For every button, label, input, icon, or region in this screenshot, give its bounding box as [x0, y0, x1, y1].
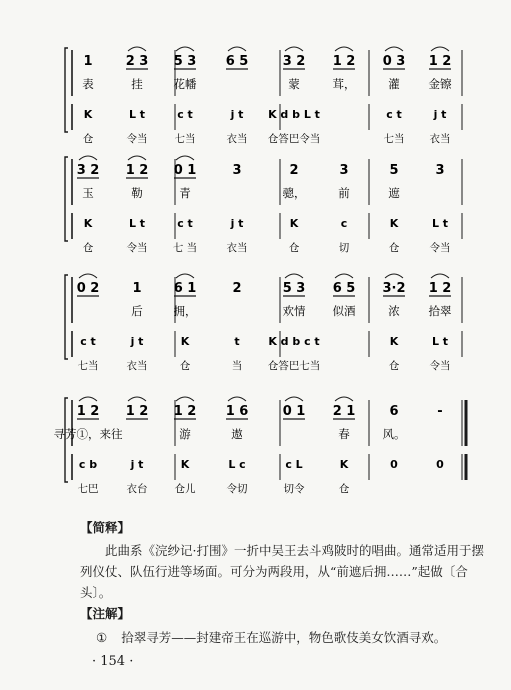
percussion-notation: c t — [80, 335, 96, 348]
annotation-note — [96, 628, 496, 646]
percussion-syllable: 仓 — [338, 483, 350, 495]
percussion-syllable: 七当 — [174, 133, 196, 145]
note-numeral: 2 3 — [125, 54, 149, 69]
lyric-text: 青 — [179, 186, 191, 200]
percussion-syllable: 令当 — [429, 242, 451, 254]
percussion-notation: K — [389, 335, 399, 348]
percussion-notation: c — [340, 217, 348, 230]
percussion-syllable: 衣当 — [126, 360, 148, 372]
note-numeral: 1 2 — [173, 404, 197, 419]
slur-arc — [176, 156, 194, 160]
note-numeral: 0 1 — [282, 404, 306, 419]
commentary-paragraph: 此曲系《浣纱记·打围》一折中吴王去斗鸡陂时的唱曲。通常适用于摆列仪仗、队伍行进等场面。可分为两段用，从“前遮后拥……”起做〔合头〕。 — [80, 543, 484, 600]
note-numeral: 6 1 — [173, 281, 197, 296]
system-bracket — [65, 157, 68, 241]
percussion-notation: L t — [128, 217, 146, 230]
percussion-syllable: 令切 — [226, 483, 248, 495]
percussion-notation: 0 — [390, 458, 398, 471]
percussion-notation: K — [83, 108, 93, 121]
percussion-notation: c t — [386, 108, 402, 121]
slur-arc — [228, 47, 246, 51]
note-numeral: 5 3 — [173, 54, 197, 69]
note-numeral: 1 2 — [428, 54, 452, 69]
percussion-syllable: 令当 — [126, 242, 148, 254]
percussion-syllable: 仓 — [288, 242, 300, 254]
slur-arc — [176, 397, 194, 401]
percussion-syllable: 令当 — [429, 360, 451, 372]
percussion-notation: c t — [177, 108, 193, 121]
note-numeral: 1 2 — [428, 281, 452, 296]
percussion-syllable: 仓 — [82, 242, 94, 254]
note-numeral: 2 — [232, 281, 242, 296]
slur-arc — [128, 397, 146, 401]
slur-arc — [285, 47, 303, 51]
lyric-text: 茸， — [332, 77, 356, 91]
note-numeral: 3 — [232, 163, 242, 178]
percussion-syllable: 令当 — [126, 133, 148, 145]
slur-arc — [335, 274, 353, 278]
commentary-heading: 【简释】 — [80, 520, 131, 535]
percussion-syllable: 仓 — [388, 242, 400, 254]
slur-arc — [431, 47, 449, 51]
slur-arc — [431, 274, 449, 278]
percussion-notation: K — [180, 335, 190, 348]
note-numeral: 0 1 — [173, 163, 197, 178]
percussion-syllable: 仓答巴七当 — [267, 360, 321, 372]
note-numeral: 6 — [389, 404, 399, 419]
note-numeral: 6 5 — [332, 281, 356, 296]
lyric-text: 挂 — [131, 77, 143, 91]
percussion-syllable: 衣当 — [226, 242, 248, 254]
page-number: · 154 · — [92, 654, 134, 669]
percussion-syllable: 仓儿 — [174, 483, 196, 495]
lyric-text: 遨 — [231, 427, 243, 441]
percussion-notation: j t — [130, 458, 144, 471]
system-bracket — [65, 48, 68, 132]
percussion-notation: c t — [177, 217, 193, 230]
slur-arc — [79, 156, 97, 160]
lyric-text: 玉 — [82, 186, 94, 200]
note-numeral: 3 2 — [76, 163, 100, 178]
lyric-text: 拾翠 — [428, 304, 452, 318]
percussion-notation: L t — [128, 108, 146, 121]
percussion-notation: j t — [230, 217, 244, 230]
note-numeral: 1 6 — [225, 404, 249, 419]
percussion-notation: K d b c t — [268, 335, 320, 348]
slur-arc — [79, 274, 97, 278]
percussion-syllable: 仓答巴令当 — [267, 133, 321, 145]
slur-arc — [335, 397, 353, 401]
percussion-notation: j t — [130, 335, 144, 348]
note-numeral: 1 2 — [76, 404, 100, 419]
note-numeral: 3 — [339, 163, 349, 178]
lyric-text: 骢， — [282, 186, 306, 200]
slur-arc — [128, 156, 146, 160]
lyric-text: 春 — [338, 427, 350, 441]
slur-arc — [176, 47, 194, 51]
percussion-syllable: 仓 — [388, 360, 400, 372]
lyric-text: 似酒 — [332, 304, 356, 318]
lyric-text: 后 — [131, 304, 143, 318]
note-numeral: 2 — [289, 163, 299, 178]
percussion-notation: t — [234, 335, 240, 348]
note-numeral: 3 2 — [282, 54, 306, 69]
lyric-text: 表 — [82, 77, 94, 91]
percussion-syllable: 七巴 — [77, 483, 99, 495]
note-numeral: 0 2 — [76, 281, 100, 296]
percussion-notation: j t — [230, 108, 244, 121]
note-numeral: 5 3 — [282, 281, 306, 296]
slur-arc — [285, 397, 303, 401]
note-numeral: 3 — [435, 163, 445, 178]
percussion-notation: j t — [433, 108, 447, 121]
note-numeral: 2 1 — [332, 404, 356, 419]
lyric-text: 灌 — [388, 77, 400, 91]
percussion-syllable: 衣台 — [126, 483, 148, 495]
slur-arc — [285, 274, 303, 278]
lyric-text: 金镲 — [428, 77, 452, 91]
percussion-notation: K — [83, 217, 93, 230]
percussion-syllable: 衣当 — [226, 133, 248, 145]
lyric-text: 勒 — [131, 186, 143, 200]
lyric-text: 前 — [338, 186, 350, 200]
percussion-notation: K — [180, 458, 190, 471]
lyric-text: 遮 — [388, 186, 400, 200]
percussion-notation: 0 — [436, 458, 444, 471]
note-numeral: 1 2 — [125, 404, 149, 419]
percussion-syllable: 仓 — [179, 360, 191, 372]
lyric-text: 风。 — [382, 427, 406, 441]
percussion-syllable: 七当 — [383, 133, 405, 145]
note-numeral: 1 2 — [332, 54, 356, 69]
note-numeral: 1 — [132, 281, 142, 296]
slur-arc — [79, 397, 97, 401]
note-numeral: 6 5 — [225, 54, 249, 69]
slur-arc — [128, 47, 146, 51]
slur-arc — [385, 274, 403, 278]
slur-arc — [176, 274, 194, 278]
percussion-notation: c L — [285, 458, 303, 471]
percussion-notation: K d b L t — [268, 108, 320, 121]
percussion-notation: L t — [431, 335, 449, 348]
system-bracket — [65, 275, 68, 359]
slur-arc — [385, 47, 403, 51]
annotation-text: 拾翠寻芳——封建帝王在巡游中，物色歌伎美女饮酒寻欢。 — [121, 630, 447, 645]
lyric-text: 浓 — [388, 304, 400, 318]
note-numeral: 1 — [83, 54, 93, 69]
percussion-syllable: 当 — [231, 360, 243, 372]
slur-arc — [228, 397, 246, 401]
percussion-notation: L c — [228, 458, 246, 471]
percussion-notation: L t — [431, 217, 449, 230]
note-numeral: - — [437, 404, 443, 419]
note-numeral: 3·2 — [382, 281, 406, 296]
note-numeral: 0 3 — [382, 54, 406, 69]
percussion-syllable: 切令 — [283, 483, 305, 495]
percussion-notation: K — [339, 458, 349, 471]
slur-arc — [335, 47, 353, 51]
lyric-text: 蒙 — [288, 77, 300, 91]
annotation-heading: 【注解】 — [80, 606, 131, 621]
lyric-text: 欢情 — [282, 304, 306, 318]
percussion-notation: K — [289, 217, 299, 230]
percussion-syllable: 衣当 — [429, 133, 451, 145]
note-numeral: 5 — [389, 163, 399, 178]
percussion-syllable: 仓 — [82, 133, 94, 145]
note-numeral: 1 2 — [125, 163, 149, 178]
percussion-notation: c b — [78, 458, 98, 471]
percussion-syllable: 七当 — [77, 360, 99, 372]
lyric-text: 寻芳①，来往 — [53, 427, 123, 441]
lyric-text: 拥， — [173, 304, 197, 318]
lyric-text: 花幡 — [173, 77, 197, 91]
annotation-marker: ① — [96, 630, 108, 645]
percussion-syllable: 七 当 — [172, 242, 198, 254]
percussion-notation: K — [389, 217, 399, 230]
percussion-syllable: 切 — [338, 242, 350, 254]
lyric-text: 游 — [179, 427, 191, 441]
